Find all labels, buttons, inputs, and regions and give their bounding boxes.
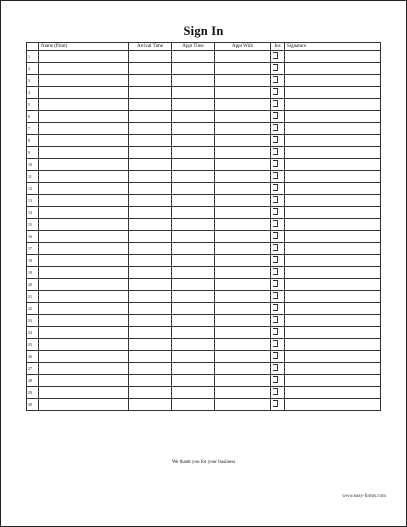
table-row [27,231,381,243]
insurance-checkbox[interactable] [273,220,278,227]
appt-time-cell[interactable] [172,159,215,171]
name-cell[interactable] [39,183,129,195]
name-cell[interactable] [39,207,129,219]
insurance-cell[interactable] [271,111,285,123]
appt-time-cell[interactable] [172,351,215,363]
table-header-row [27,43,381,51]
appt-with-cell[interactable] [215,183,271,195]
signature-cell[interactable] [285,135,381,147]
appt-with-cell[interactable] [215,63,271,75]
name-cell[interactable] [39,135,129,147]
insurance-checkbox[interactable] [273,328,278,335]
arrival-time-cell[interactable] [129,351,172,363]
arrival-time-cell[interactable] [129,279,172,291]
signature-cell[interactable] [285,291,381,303]
appt-with-cell[interactable] [215,339,271,351]
row-number: 15 [27,219,39,231]
name-cell[interactable] [39,219,129,231]
row-number-header [27,43,39,51]
insurance-checkbox[interactable] [273,400,278,407]
appt-with-cell[interactable] [215,195,271,207]
arrival-time-cell[interactable] [129,399,172,411]
signature-cell[interactable] [285,303,381,315]
table-row [27,195,381,207]
signature-cell[interactable] [285,207,381,219]
table-row [27,63,381,75]
arrival-time-cell[interactable] [129,291,172,303]
signature-cell[interactable] [285,219,381,231]
appt-with-cell[interactable] [215,303,271,315]
appt-with-cell[interactable] [215,363,271,375]
arrival-time-cell[interactable] [129,339,172,351]
name-cell[interactable] [39,147,129,159]
arrival-time-cell[interactable] [129,219,172,231]
signature-cell[interactable] [285,183,381,195]
insurance-checkbox[interactable] [273,196,278,203]
appt-with-cell[interactable] [215,87,271,99]
appt-time-cell[interactable] [172,327,215,339]
row-number: 9 [27,147,39,159]
table-row [27,183,381,195]
row-number: 10 [27,159,39,171]
insurance-cell[interactable] [271,135,285,147]
arrival-time-cell[interactable] [129,315,172,327]
insurance-checkbox[interactable] [273,280,278,287]
appt-with-cell[interactable] [215,387,271,399]
signature-cell[interactable] [285,351,381,363]
appt-time-cell[interactable] [172,363,215,375]
insurance-cell[interactable] [271,195,285,207]
signature-cell[interactable] [285,327,381,339]
row-number: 13 [27,195,39,207]
arrival-time-cell[interactable] [129,171,172,183]
table-row [27,123,381,135]
insurance-checkbox[interactable] [273,376,278,383]
arrival-time-cell[interactable] [129,183,172,195]
insurance-cell[interactable] [271,75,285,87]
signature-cell[interactable] [285,267,381,279]
name-cell[interactable] [39,279,129,291]
name-cell[interactable] [39,315,129,327]
insurance-cell[interactable] [271,267,285,279]
table-row [27,387,381,399]
table-row [27,339,381,351]
signature-cell[interactable] [285,75,381,87]
appt-time-cell[interactable] [172,99,215,111]
signature-cell[interactable] [285,87,381,99]
table-row [27,351,381,363]
row-number: 29 [27,387,39,399]
insurance-cell[interactable] [271,279,285,291]
appt-with-cell[interactable] [215,171,271,183]
insurance-checkbox[interactable] [273,304,278,311]
name-cell[interactable] [39,387,129,399]
table-row [27,243,381,255]
row-number: 30 [27,399,39,411]
insurance-checkbox[interactable] [273,256,278,263]
insurance-cell[interactable] [271,363,285,375]
insurance-cell[interactable] [271,303,285,315]
appt-with-cell[interactable] [215,99,271,111]
appt-time-cell[interactable] [172,207,215,219]
arrival-time-cell[interactable] [129,123,172,135]
insurance-checkbox[interactable] [273,184,278,191]
insurance-checkbox[interactable] [273,172,278,179]
appt-with-cell[interactable] [215,135,271,147]
signature-cell[interactable] [285,171,381,183]
insurance-checkbox[interactable] [273,160,278,167]
arrival-time-cell[interactable] [129,387,172,399]
row-number: 7 [27,123,39,135]
appt-time-cell[interactable] [172,315,215,327]
appt-with-cell[interactable] [215,351,271,363]
arrival-time-cell[interactable] [129,267,172,279]
arrival-time-cell[interactable] [129,111,172,123]
row-number: 2 [27,63,39,75]
appt-with-cell[interactable] [215,291,271,303]
arrival-time-cell[interactable] [129,63,172,75]
row-number: 22 [27,303,39,315]
insurance-cell[interactable] [271,159,285,171]
signature-cell[interactable] [285,255,381,267]
insurance-checkbox[interactable] [273,112,278,119]
row-number: 27 [27,363,39,375]
name-cell[interactable] [39,243,129,255]
insurance-cell[interactable] [271,207,285,219]
name-cell[interactable] [39,231,129,243]
insurance-cell[interactable] [271,87,285,99]
signature-cell[interactable] [285,375,381,387]
appt-time-cell[interactable] [172,255,215,267]
appt-with-cell[interactable] [215,219,271,231]
signature-header: Signature [285,43,381,51]
appt-time-cell[interactable] [172,51,215,63]
arrival-time-cell[interactable] [129,303,172,315]
appt-time-cell[interactable] [172,75,215,87]
appt-with-cell[interactable] [215,111,271,123]
signature-cell[interactable] [285,315,381,327]
name-cell[interactable] [39,327,129,339]
row-number: 18 [27,255,39,267]
arrival-time-cell[interactable] [129,243,172,255]
table-row [27,171,381,183]
appt-time-cell[interactable] [172,231,215,243]
insurance-cell[interactable] [271,231,285,243]
signature-cell[interactable] [285,147,381,159]
insurance-checkbox[interactable] [273,100,278,107]
table-row [27,51,381,63]
insurance-checkbox[interactable] [273,364,278,371]
signature-cell[interactable] [285,51,381,63]
appt-with-cell[interactable] [215,147,271,159]
insurance-cell[interactable] [271,123,285,135]
appt-time-cell[interactable] [172,219,215,231]
appt-with-cell[interactable] [215,123,271,135]
appt-time-cell[interactable] [172,123,215,135]
row-number: 11 [27,171,39,183]
table-row [27,327,381,339]
appt-with-cell[interactable] [215,315,271,327]
name-header: Name (Print) [39,43,129,51]
arrival-time-cell[interactable] [129,231,172,243]
appt-time-header: Appt Time [172,43,215,51]
name-cell[interactable] [39,75,129,87]
name-cell[interactable] [39,195,129,207]
appt-with-cell[interactable] [215,243,271,255]
insurance-header: Ins [271,43,285,51]
arrival-time-cell[interactable] [129,363,172,375]
name-cell[interactable] [39,363,129,375]
arrival-time-cell[interactable] [129,75,172,87]
name-cell[interactable] [39,51,129,63]
insurance-cell[interactable] [271,315,285,327]
arrival-time-cell[interactable] [129,147,172,159]
arrival-time-cell[interactable] [129,375,172,387]
insurance-checkbox[interactable] [273,148,278,155]
table-row [27,75,381,87]
insurance-checkbox[interactable] [273,136,278,143]
row-number: 8 [27,135,39,147]
table-row [27,159,381,171]
appt-time-cell[interactable] [172,243,215,255]
arrival-time-cell[interactable] [129,99,172,111]
insurance-cell[interactable] [271,399,285,411]
table-row [27,99,381,111]
appt-time-cell[interactable] [172,399,215,411]
insurance-checkbox[interactable] [273,352,278,359]
insurance-cell[interactable] [271,51,285,63]
name-cell[interactable] [39,303,129,315]
row-number: 12 [27,183,39,195]
arrival-time-header: Arrival Time [129,43,172,51]
appt-with-cell[interactable] [215,207,271,219]
row-number: 19 [27,267,39,279]
insurance-checkbox[interactable] [273,76,278,83]
insurance-checkbox[interactable] [273,232,278,239]
appt-time-cell[interactable] [172,135,215,147]
signature-cell[interactable] [285,243,381,255]
name-cell[interactable] [39,159,129,171]
insurance-cell[interactable] [271,387,285,399]
insurance-checkbox[interactable] [273,52,278,59]
insurance-cell[interactable] [271,339,285,351]
name-cell[interactable] [39,87,129,99]
signature-cell[interactable] [285,387,381,399]
signature-cell[interactable] [285,231,381,243]
insurance-cell[interactable] [271,171,285,183]
insurance-checkbox[interactable] [273,244,278,251]
table-row [27,255,381,267]
appt-time-cell[interactable] [172,147,215,159]
appt-time-cell[interactable] [172,291,215,303]
row-number: 17 [27,243,39,255]
table-row [27,279,381,291]
appt-with-cell[interactable] [215,51,271,63]
name-cell[interactable] [39,99,129,111]
arrival-time-cell[interactable] [129,87,172,99]
arrival-time-cell[interactable] [129,327,172,339]
name-cell[interactable] [39,255,129,267]
name-cell[interactable] [39,111,129,123]
signature-cell[interactable] [285,111,381,123]
table-row [27,291,381,303]
arrival-time-cell[interactable] [129,195,172,207]
appt-with-cell[interactable] [215,159,271,171]
arrival-time-cell[interactable] [129,51,172,63]
table-row [27,147,381,159]
brand-url: www.easy-forms.com [342,494,386,499]
appt-with-cell[interactable] [215,255,271,267]
appt-time-cell[interactable] [172,87,215,99]
insurance-cell[interactable] [271,219,285,231]
signature-cell[interactable] [285,279,381,291]
appt-with-header: Appt With [215,43,271,51]
table-row [27,363,381,375]
page-title: Sign In [183,24,224,38]
arrival-time-cell[interactable] [129,159,172,171]
insurance-checkbox[interactable] [273,388,278,395]
table-row [27,111,381,123]
appt-time-cell[interactable] [172,339,215,351]
insurance-cell[interactable] [271,255,285,267]
appt-time-cell[interactable] [172,171,215,183]
signature-cell[interactable] [285,339,381,351]
insurance-checkbox[interactable] [273,316,278,323]
signature-cell[interactable] [285,195,381,207]
insurance-checkbox[interactable] [273,208,278,215]
row-number: 14 [27,207,39,219]
sign-in-table [26,42,381,411]
insurance-checkbox[interactable] [273,268,278,275]
appt-with-cell[interactable] [215,279,271,291]
row-number: 4 [27,87,39,99]
row-number: 26 [27,351,39,363]
signature-cell[interactable] [285,63,381,75]
appt-time-cell[interactable] [172,303,215,315]
name-cell[interactable] [39,291,129,303]
row-number: 1 [27,51,39,63]
name-cell[interactable] [39,267,129,279]
insurance-checkbox[interactable] [273,88,278,95]
insurance-checkbox[interactable] [273,340,278,347]
table-row [27,207,381,219]
row-number: 20 [27,279,39,291]
arrival-time-cell[interactable] [129,135,172,147]
signature-cell[interactable] [285,99,381,111]
insurance-cell[interactable] [271,147,285,159]
appt-with-cell[interactable] [215,231,271,243]
row-number: 21 [27,291,39,303]
table-row [27,399,381,411]
name-cell[interactable] [39,351,129,363]
appt-time-cell[interactable] [172,195,215,207]
insurance-cell[interactable] [271,375,285,387]
appt-time-cell[interactable] [172,267,215,279]
insurance-checkbox[interactable] [273,292,278,299]
name-cell[interactable] [39,63,129,75]
row-number: 6 [27,111,39,123]
row-number: 28 [27,375,39,387]
arrival-time-cell[interactable] [129,207,172,219]
name-cell[interactable] [39,123,129,135]
insurance-cell[interactable] [271,243,285,255]
appt-with-cell[interactable] [215,267,271,279]
name-cell[interactable] [39,375,129,387]
appt-time-cell[interactable] [172,279,215,291]
insurance-cell[interactable] [271,183,285,195]
signature-cell[interactable] [285,399,381,411]
appt-with-cell[interactable] [215,375,271,387]
appt-with-cell[interactable] [215,399,271,411]
insurance-checkbox[interactable] [273,64,278,71]
name-cell[interactable] [39,339,129,351]
appt-time-cell[interactable] [172,183,215,195]
appt-with-cell[interactable] [215,327,271,339]
insurance-cell[interactable] [271,63,285,75]
arrival-time-cell[interactable] [129,255,172,267]
insurance-cell[interactable] [271,327,285,339]
appt-time-cell[interactable] [172,375,215,387]
insurance-checkbox[interactable] [273,124,278,131]
signature-cell[interactable] [285,123,381,135]
appt-time-cell[interactable] [172,111,215,123]
row-number: 3 [27,75,39,87]
row-number: 5 [27,99,39,111]
table-row [27,135,381,147]
appt-with-cell[interactable] [215,75,271,87]
insurance-cell[interactable] [271,99,285,111]
name-cell[interactable] [39,171,129,183]
table-row [27,219,381,231]
signature-cell[interactable] [285,159,381,171]
appt-time-cell[interactable] [172,63,215,75]
thank-you-footer: We thank you for your business [171,460,236,465]
insurance-cell[interactable] [271,291,285,303]
appt-time-cell[interactable] [172,387,215,399]
table-row [27,87,381,99]
table-row [27,315,381,327]
insurance-cell[interactable] [271,351,285,363]
name-cell[interactable] [39,399,129,411]
table-row [27,303,381,315]
row-number: 25 [27,339,39,351]
row-number: 24 [27,327,39,339]
signature-cell[interactable] [285,363,381,375]
table-row [27,267,381,279]
row-number: 23 [27,315,39,327]
row-number: 16 [27,231,39,243]
table-row [27,375,381,387]
